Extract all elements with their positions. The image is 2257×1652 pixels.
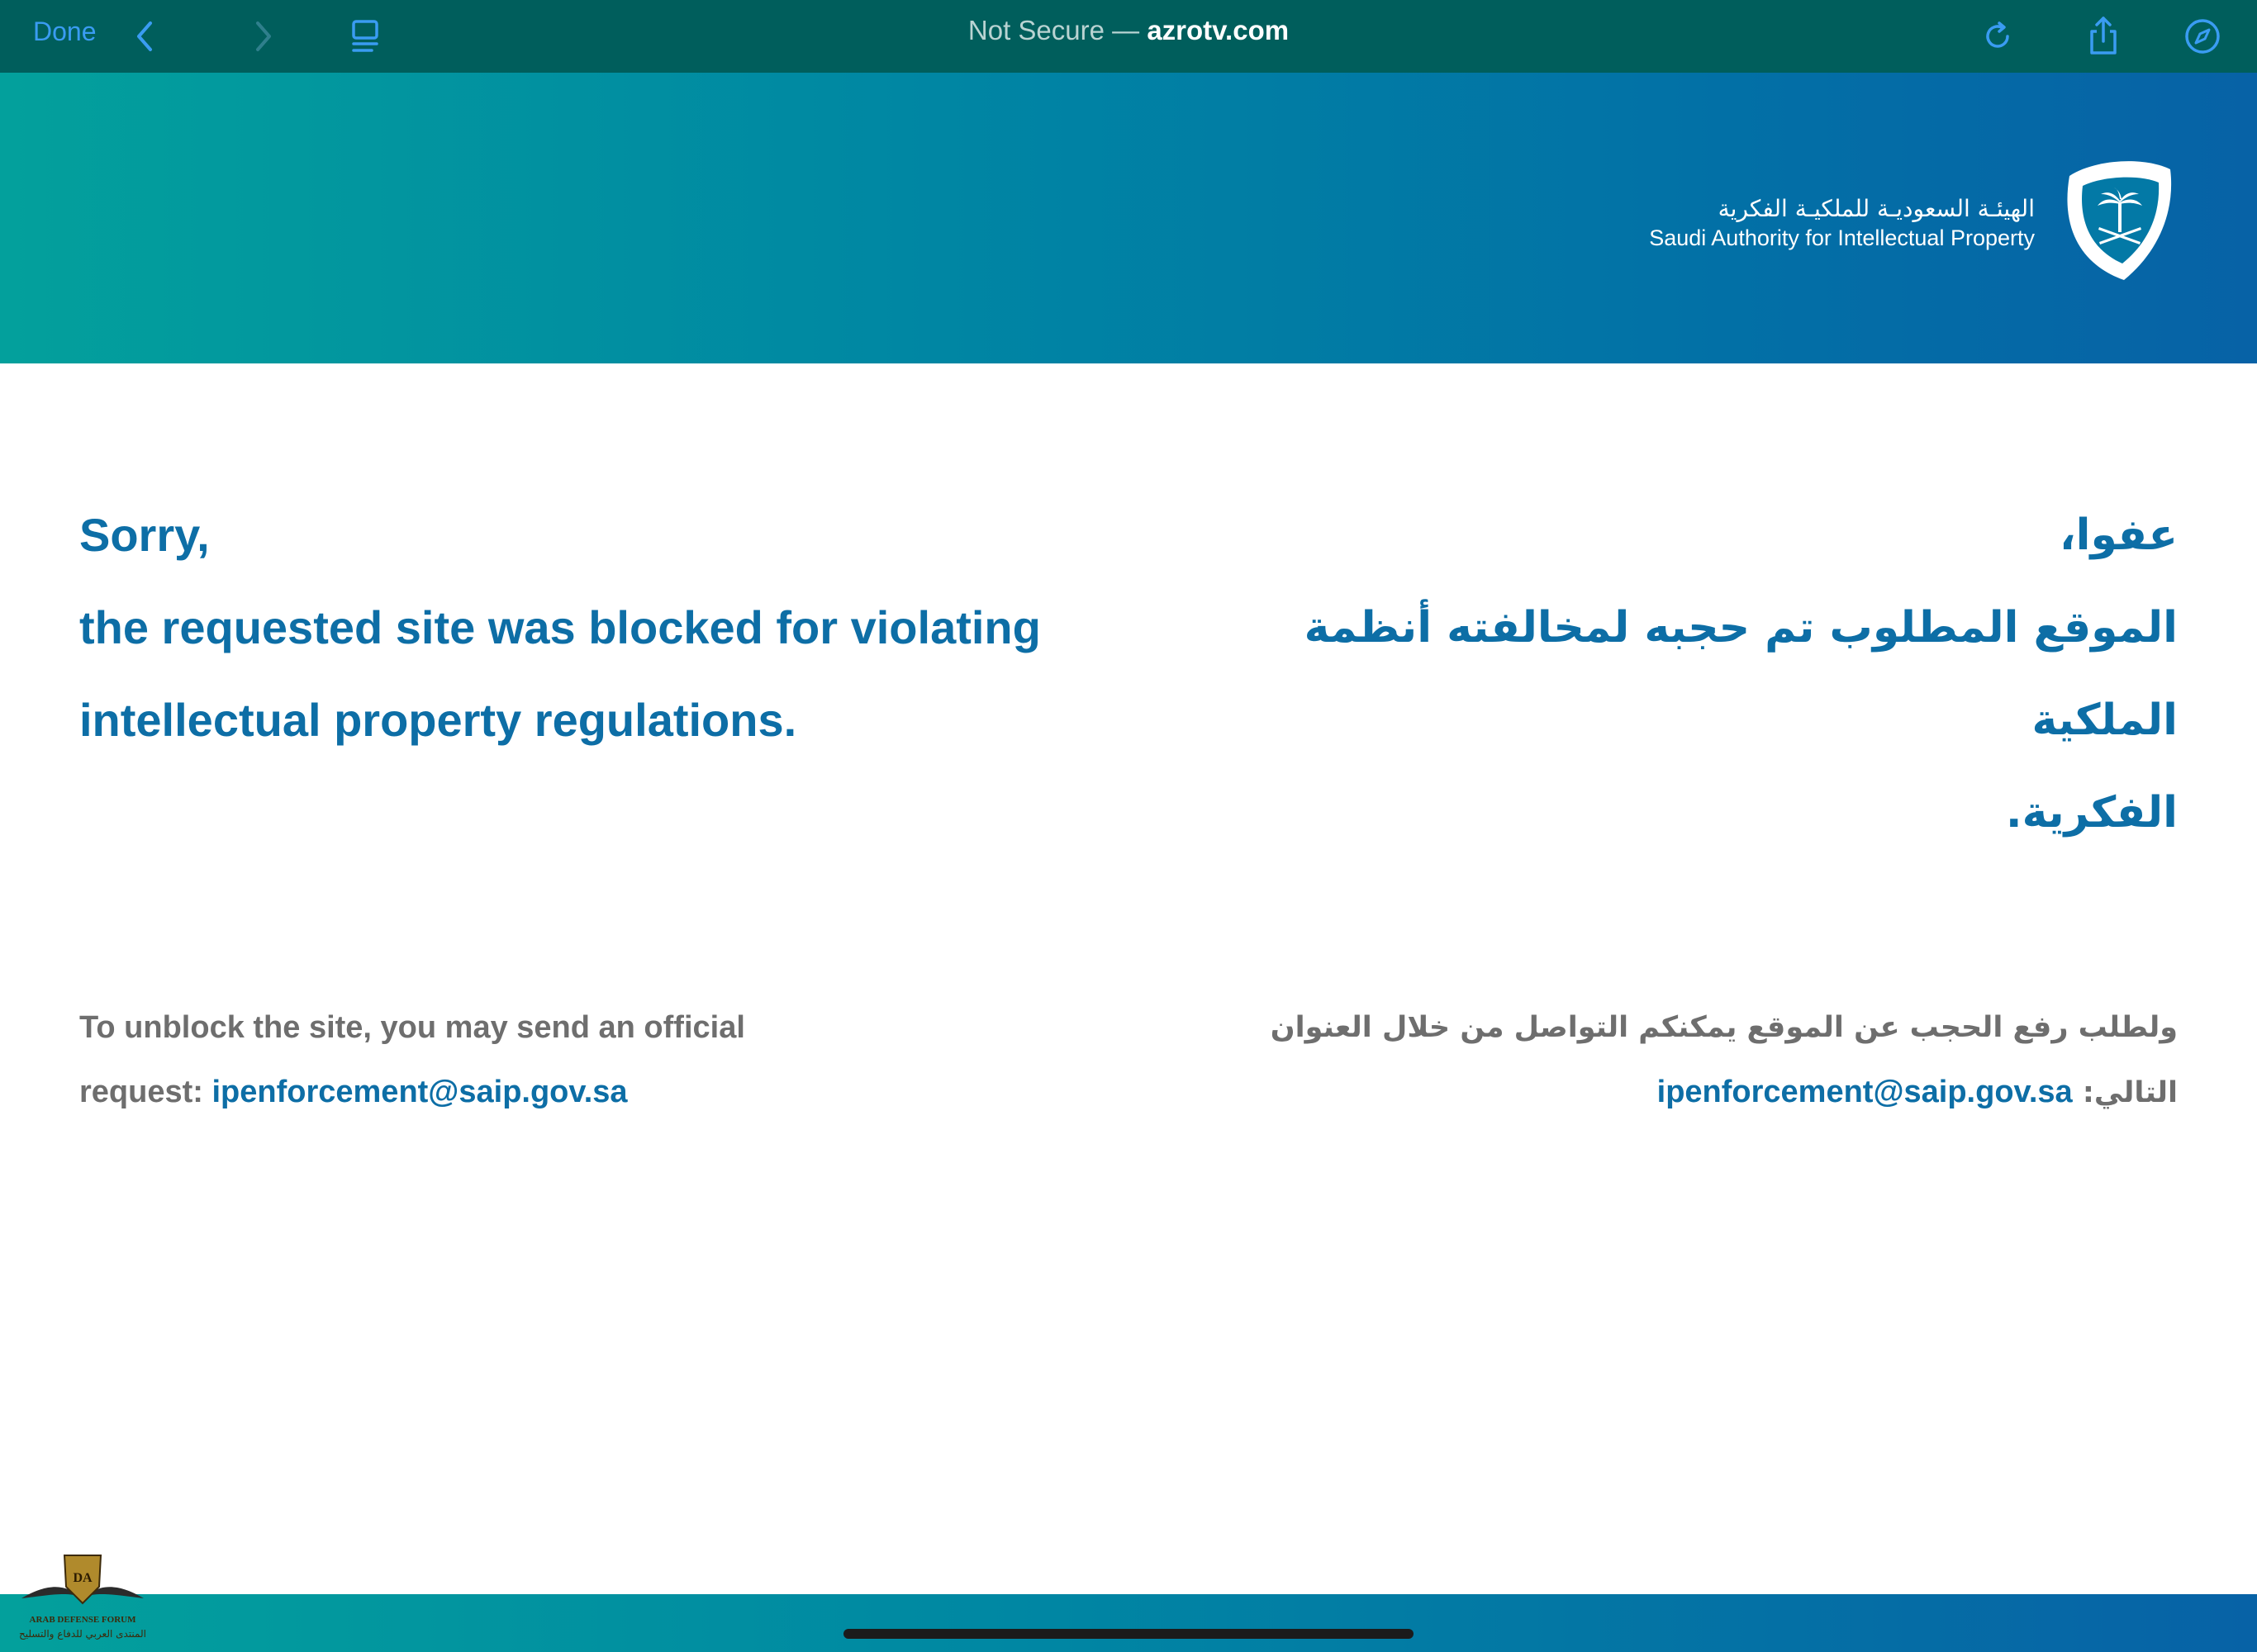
request-label: request:	[79, 1075, 203, 1109]
org-name-english: Saudi Authority for Intellectual Property	[1649, 225, 2035, 250]
regulation-line-arabic: الفكرية.	[2005, 788, 2178, 838]
share-icon[interactable]	[2080, 13, 2126, 59]
unblock-request-line	[79, 1060, 1112, 1124]
forum-monogram: DA	[73, 1571, 93, 1585]
address-host: azrotv.com	[1147, 15, 1290, 45]
email-link[interactable]: ipenforcement@saip.gov.sa	[211, 1075, 628, 1109]
unblock-request-line-arabic	[1186, 1060, 2178, 1125]
unblock-text: To unblock the site, you may send an official	[79, 1010, 745, 1045]
header-banner	[0, 73, 2257, 363]
home-indicator[interactable]	[843, 1629, 1414, 1639]
forum-subtitle: المنتدى العربي للدفاع والتسليح	[19, 1628, 146, 1640]
forum-watermark	[17, 1549, 149, 1648]
footer-bar	[0, 1594, 2257, 1652]
logo-text	[1649, 194, 2035, 252]
security-status: Not Secure —	[967, 15, 1140, 45]
blocked-line: the requested site was blocked for violating	[79, 601, 1041, 653]
address-bar[interactable]	[0, 15, 2257, 46]
unblock-note-english	[79, 995, 1112, 1124]
message-arabic	[1186, 489, 2178, 859]
browser-toolbar	[0, 0, 2257, 73]
org-name-arabic: الهيئـة السعوديـة للملكيـة الفكرية	[1718, 195, 2035, 222]
done-button[interactable]: Done	[33, 17, 97, 46]
blocked-line-arabic: الموقع المطلوب تم حجبه لمخالفته أنظمة الملكية	[1304, 603, 2178, 745]
unblock-note-arabic	[1186, 995, 2178, 1125]
reload-icon[interactable]	[1974, 13, 2021, 59]
request-label-arabic: التالي:	[2082, 1076, 2178, 1109]
forum-emblem-icon	[17, 1549, 149, 1623]
saip-logo	[1623, 151, 2177, 292]
message-english	[79, 489, 1112, 767]
unblock-text-arabic: ولطلب رفع الحجب عن الموقع يمكنكم التواصل من خلال العنوان	[1270, 1011, 2178, 1044]
email-link-arabic[interactable]: ipenforcement@saip.gov.sa	[1656, 1075, 2073, 1109]
regulation-line: intellectual property regulations.	[79, 694, 797, 746]
compass-icon[interactable]	[2179, 13, 2226, 59]
sorry-heading-arabic: عفوا،	[2059, 510, 2178, 560]
sorry-heading: Sorry,	[79, 509, 210, 561]
saip-emblem-icon	[2045, 151, 2177, 283]
forum-title: ARAB DEFENSE FORUM	[29, 1615, 136, 1625]
